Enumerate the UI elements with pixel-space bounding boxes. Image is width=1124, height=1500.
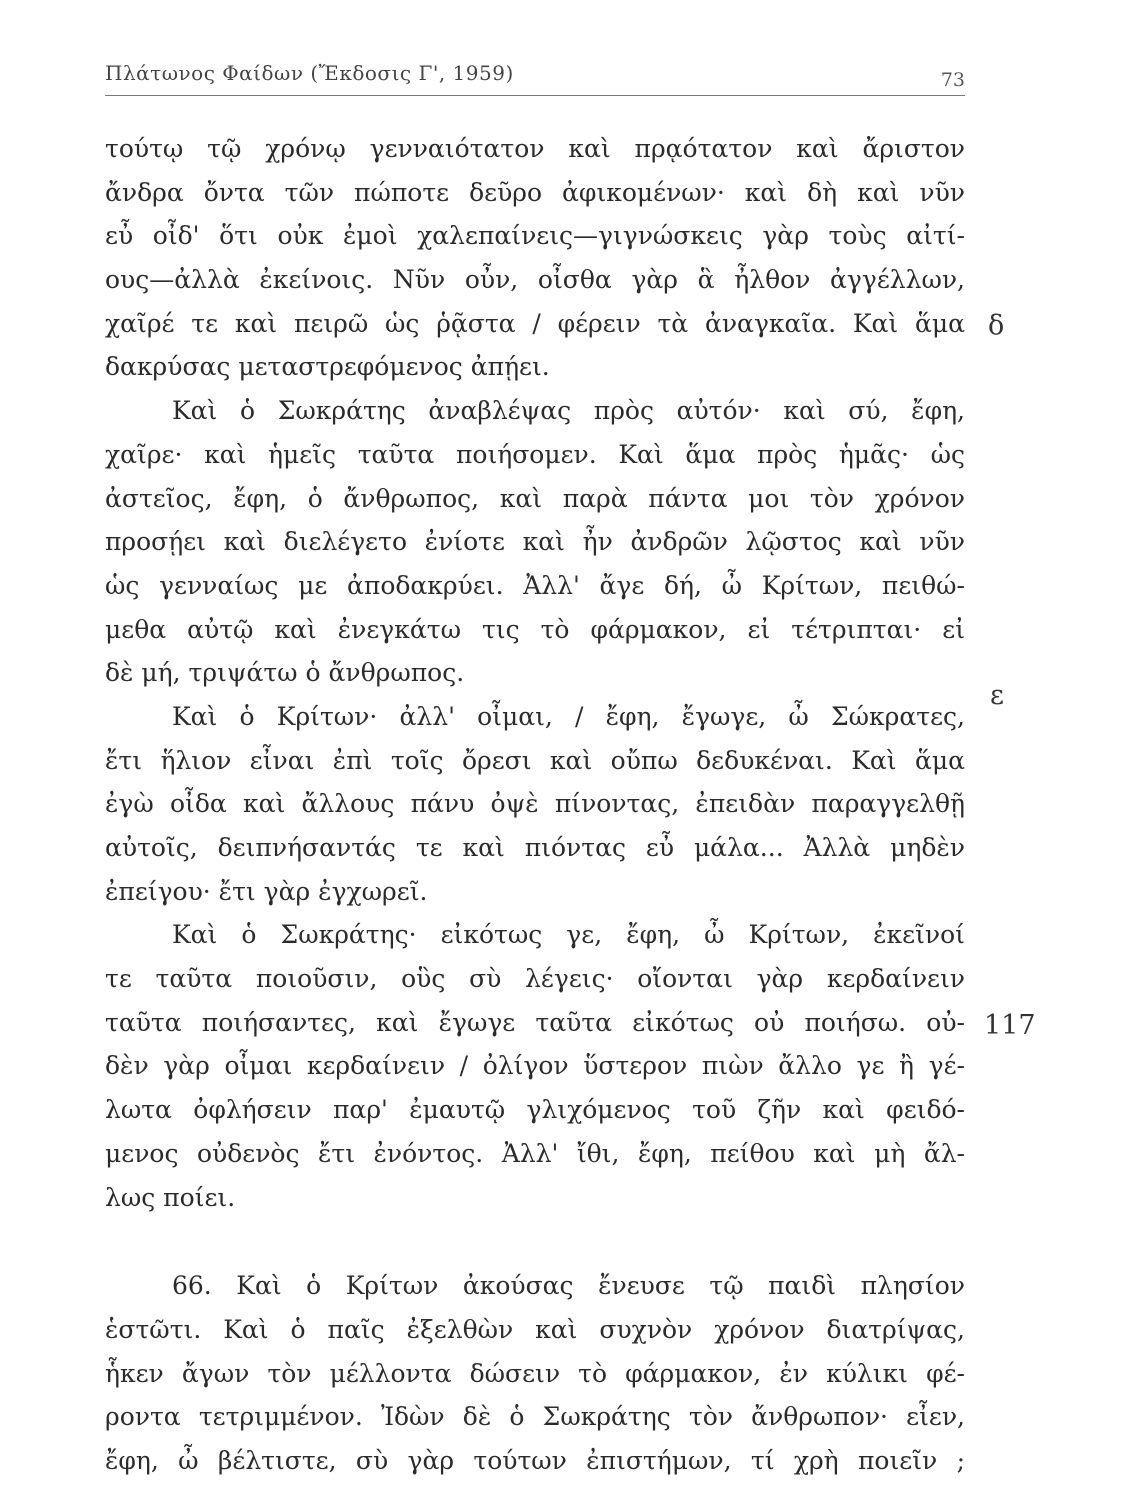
text-line: Καὶ ὁ Σωκράτης· εἰκότως γε, ἔφη, ὦ Κρίτων, ἐκεῖνοί — [172, 920, 965, 950]
text-line: τούτῳ τῷ χρόνῳ γενναιότατον καὶ πρᾳότατον καὶ ἄριστον — [105, 134, 965, 163]
text-line: ἔφη, ὦ βέλτιστε, σὺ γὰρ τούτων ἐπιστήμων, τί χρὴ ποιεῖν ; — [105, 1445, 965, 1475]
running-head — [105, 55, 965, 96]
text-line: λως ποίει. — [105, 1182, 236, 1212]
margin-note-d: δ — [988, 310, 1005, 341]
text-line: ἐγὼ οἶδα καὶ ἄλλους πάνυ ὀψὲ πίνοντας, ἐπειδὰν παραγγελθῇ — [105, 789, 965, 819]
margin-note-e: ε — [990, 680, 1004, 711]
text-line: ἄνδρα ὄντα τῶν πώποτε δεῦρο ἀφικομένων· καὶ δὴ καὶ νῦν — [105, 177, 965, 207]
text-line: ἐπείγου· ἔτι γὰρ ἐγχωρεῖ. — [105, 876, 428, 906]
text-line: Καὶ ὁ Κρίτων· ἀλλ' οἶμαι, / ἔφη, ἔγωγε, ὦ Σώκρατες, — [172, 701, 965, 731]
text-line: χαῖρε· καὶ ἡμεῖς ταῦτα ποιήσομεν. Καὶ ἅμα πρὸς ἡμᾶς· ὡς — [105, 439, 965, 469]
text-line: εὖ οἶδ' ὅτι οὐκ ἐμοὶ χαλεπαίνεις—γιγνώσκεις γὰρ τοὺς αἰτί- — [105, 221, 965, 251]
text-line: λωτα ὀφλήσειν παρ' ἐμαυτῷ γλιχόμενος τοῦ ζῆν καὶ φειδό- — [105, 1095, 965, 1125]
text-line: ἧκεν ἄγων τὸν μέλλοντα δώσειν τὸ φάρμακον, ἐν κύλικι φέ- — [105, 1358, 965, 1388]
text-line: ταῦτα ποιήσαντες, καὶ ἔγωγε ταῦτα εἰκότως οὐ ποιήσω. οὐ- — [105, 1007, 965, 1037]
running-head-title: Πλάτωνος Φαίδων (Ἔκδοσις Γ', 1959) — [105, 61, 514, 85]
text-line: τε ταῦτα ποιοῦσιν, οὓς σὺ λέγεις· οἴονται γὰρ κερδαίνειν — [105, 964, 965, 994]
text-line: 66. Καὶ ὁ Κρίτων ἀκούσας ἔνευσε τῷ παιδὶ πλησίον — [172, 1271, 965, 1301]
text-line: δακρύσας μεταστρεφόμενος ἀπῄει. — [105, 352, 550, 382]
text-line: χαῖρέ τε καὶ πειρῶ ὡς ῥᾷστα / φέρειν τὰ ἀναγκαῖα. Καὶ ἅμα — [105, 308, 965, 338]
text-line: προσῄει καὶ διελέγετο ἐνίοτε καὶ ἦν ἀνδρῶν λῷστος καὶ νῦν — [105, 527, 965, 557]
text-line: ους—ἀλλὰ ἐκείνοις. Νῦν οὖν, οἶσθα γὰρ ἃ ἦλθον ἀγγέλλων, — [105, 265, 965, 295]
text-body — [105, 127, 965, 1483]
text-line: δὲν γὰρ οἶμαι κερδαίνειν / ὀλίγον ὕστερον πιὼν ἄλλο γε ἢ γέ- — [105, 1051, 965, 1081]
text-line: Καὶ ὁ Σωκράτης ἀναβλέψας πρὸς αὐτόν· καὶ σύ, ἔφη, — [172, 396, 965, 426]
text-line: δὲ μή, τριψάτω ὁ ἄνθρωπος. — [105, 658, 465, 688]
margin-note-117: 117 — [984, 1010, 1036, 1041]
text-line: αὐτοῖς, δειπνήσαντάς τε καὶ πιόντας εὖ μάλα... Ἀλλὰ μηδὲν — [105, 833, 965, 862]
text-line: μεθα αὐτῷ καὶ ἐνεγκάτω τις τὸ φάρμακον, εἰ τέτριπται· εἰ — [105, 614, 965, 644]
text-line: ροντα τετριμμένον. Ἰδὼν δὲ ὁ Σωκράτης τὸν ἄνθρωπον· εἶεν, — [105, 1402, 965, 1432]
text-line: μενος οὐδενὸς ἔτι ἐνόντος. Ἀλλ' ἴθι, ἔφη, πείθου καὶ μὴ ἄλ- — [105, 1138, 965, 1168]
page-number: 73 — [940, 69, 965, 91]
text-line: ἑστῶτι. Καὶ ὁ παῖς ἐξελθὼν καὶ συχνὸν χρόνον διατρίψας, — [105, 1314, 965, 1344]
text-line: ἔτι ἥλιον εἶναι ἐπὶ τοῖς ὄρεσι καὶ οὔπω δεδυκέναι. Καὶ ἅμα — [105, 745, 965, 775]
text-line: ἀστεῖος, ἔφη, ὁ ἄνθρωπος, καὶ παρὰ πάντα μοι τὸν χρόνον — [105, 483, 965, 513]
text-line: ὡς γενναίως με ἀποδακρύει. Ἀλλ' ἄγε δή, ὦ Κρίτων, πειθώ- — [105, 570, 965, 600]
